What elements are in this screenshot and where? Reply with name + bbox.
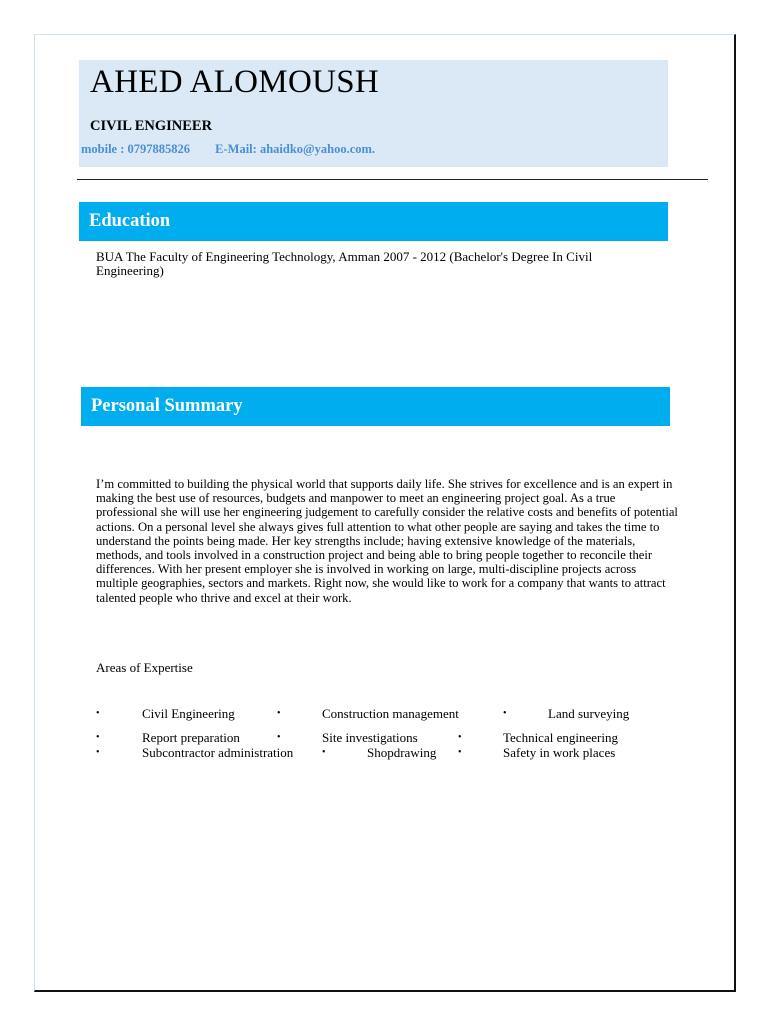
education-text: BUA The Faculty of Engineering Technology, Amman 2007 - 2012 (Bachelor's Degree In Civil Engineering)	[96, 249, 593, 278]
expertise-item: Shopdrawing	[367, 745, 437, 760]
personal-summary-text: I’m committed to building the physical world that supports daily life. She strives for excellence and is an expert in making the best use of resources, budgets and manpower to meet an engineering project goal. As a true professional she will use her engineering judgement to carefully consider the relative costs and benefits of potential actions. On a personal level she always gives full attention to what other people are saying and takes the time to understand the points being made. Her key strengths include; having extensive knowledge of the materials, methods, and tools involved in a construction project and being able to bring people together to reconcile their differences. With her present employer she is involved in working on large, multi-discipline projects across multiple geographies, sectors and markets. Right now, she would like to work for a company that wants to attract talented people who thrive and excel at their work.	[96, 477, 678, 605]
bullet-icon: •	[96, 708, 100, 719]
header-divider	[77, 179, 708, 180]
email-address[interactable]: E-Mail: ahaidko@yahoo.com.	[215, 142, 376, 156]
expertise-item: Site investigations	[322, 730, 418, 745]
expertise-item: Safety in work places	[503, 745, 616, 760]
bullet-icon: •	[96, 732, 100, 743]
bullet-icon: •	[277, 708, 281, 719]
candidate-title: CIVIL ENGINEER	[90, 118, 213, 134]
bullet-icon: •	[322, 747, 326, 758]
expertise-item: Technical engineering	[503, 730, 618, 745]
candidate-name: AHED ALOMOUSH	[90, 64, 379, 100]
bullet-icon: •	[458, 747, 462, 758]
expertise-item: Construction management	[322, 706, 459, 721]
bullet-icon: •	[277, 732, 281, 743]
expertise-item: Civil Engineering	[142, 706, 235, 721]
bullet-icon: •	[96, 747, 100, 758]
education-heading: Education	[79, 202, 668, 241]
mobile-number: mobile : 0797885826	[81, 142, 191, 156]
expertise-item: Subcontractor administration	[142, 745, 294, 760]
expertise-item: Land surveying	[548, 706, 630, 721]
contact-line	[81, 142, 375, 157]
bullet-icon: •	[458, 732, 462, 743]
bullet-icon: •	[503, 708, 507, 719]
expertise-item: Report preparation	[142, 730, 240, 745]
areas-of-expertise-heading: Areas of Expertise	[96, 660, 193, 675]
personal-summary-heading: Personal Summary	[81, 387, 670, 426]
